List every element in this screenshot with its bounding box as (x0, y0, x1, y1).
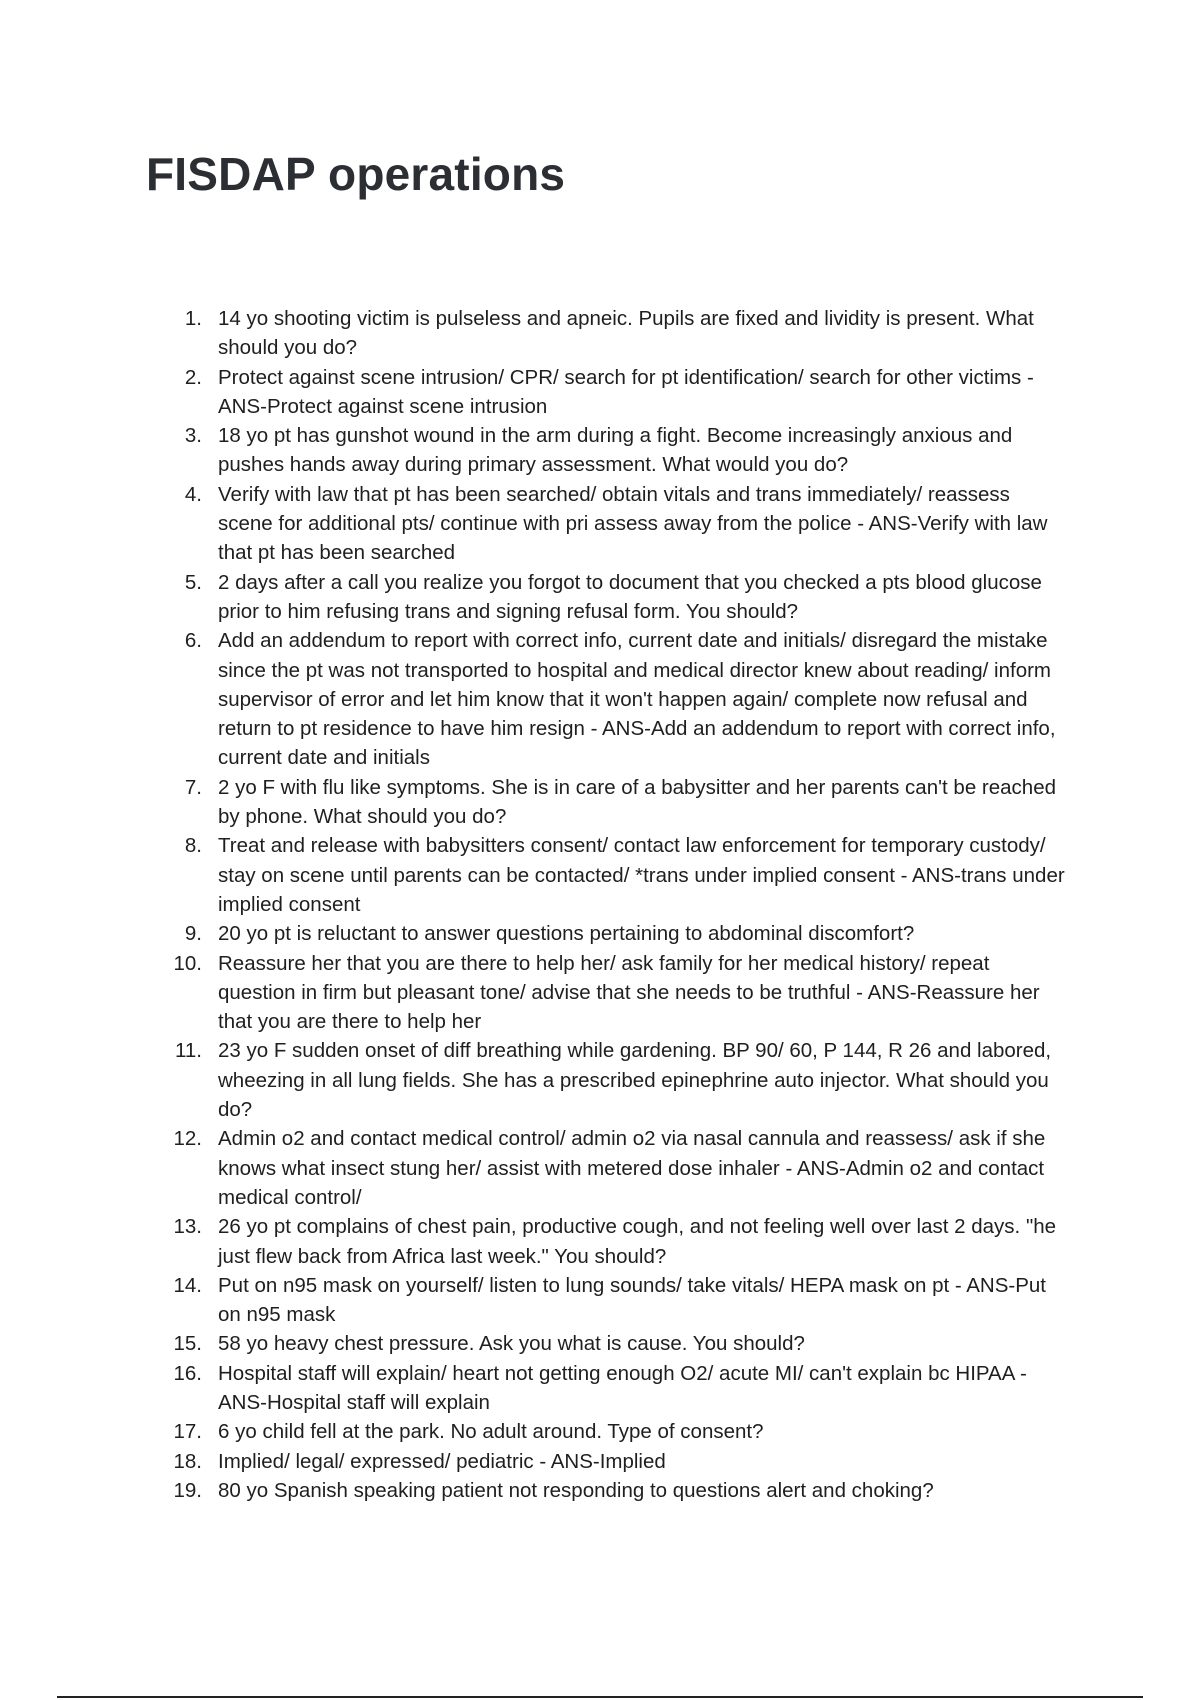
list-item-number: 18. (173, 1449, 202, 1473)
list-item-number: 16. (173, 1361, 202, 1385)
list-item (0, 831, 1068, 919)
list-item-text: 2 days after a call you realize you forgot to document that you checked a pts blood glucose prior to him refusing trans and signing refusal form. You should? (218, 570, 1042, 623)
list-item-number: 4. (184, 482, 202, 506)
list-item-text: 6 yo child fell at the park. No adult around. Type of consent? (218, 1420, 764, 1444)
list-item-text: Reassure her that you are there to help her/ ask family for her medical history/ repeat question in firm but pleasant tone/ advise that she needs to be truthful - ANS-Reassure her that you are there to help her (218, 951, 1040, 1034)
list-item-text: Hospital staff will explain/ heart not getting enough O2/ acute MI/ can't explain bc HIPAA - ANS-Hospital staff will explain (218, 1361, 1027, 1414)
list-item-text: Implied/ legal/ expressed/ pediatric - ANS-Implied (218, 1449, 666, 1473)
list-item-text: 58 yo heavy chest pressure. Ask you what is cause. You should? (218, 1332, 805, 1356)
list-item-number: 10. (173, 951, 202, 975)
list-item (0, 1212, 1068, 1271)
list-item-number: 19. (173, 1478, 202, 1502)
list-item (0, 773, 1068, 832)
list-item (0, 480, 1068, 568)
list-item (0, 626, 1068, 772)
list-item-number: 15. (173, 1332, 202, 1356)
list-item (0, 1447, 1068, 1476)
list-item-text: 14 yo shooting victim is pulseless and apneic. Pupils are fixed and lividity is present. What should you do? (218, 307, 1034, 360)
list-item (0, 1476, 1068, 1505)
list-item (0, 1417, 1068, 1446)
list-item-number: 2. (184, 365, 202, 389)
list-item-number: 14. (173, 1273, 202, 1297)
list-item-text: 2 yo F with flu like symptoms. She is in care of a babysitter and her parents can't be reached by phone. What should you do? (218, 775, 1056, 829)
list-item-number: 17. (173, 1420, 202, 1444)
page-title: FISDAP operations (146, 148, 566, 200)
qa-list (0, 304, 1200, 1505)
list-item-text: Protect against scene intrusion/ CPR/ search for pt identification/ search for other victims - ANS-Protect against scene intrusion (218, 365, 1034, 418)
list-item-text: 80 yo Spanish speaking patient not responding to questions alert and choking? (218, 1478, 934, 1502)
list-item-text: 26 yo pt complains of chest pain, productive cough, and not feeling well over last 2 days. "he just flew back from Africa last week." You should? (218, 1215, 1057, 1268)
list-item-number: 3. (184, 424, 202, 448)
footer-divider (57, 1696, 1143, 1698)
list-item (0, 919, 1068, 948)
list-item (0, 1036, 1068, 1124)
list-item (0, 1359, 1068, 1418)
list-item (0, 1124, 1068, 1212)
list-item-text: 23 yo F sudden onset of diff breathing while gardening. BP 90/ 60, P 144, R 26 and labored, wheezing in all lung fields. She has a prescribed epinephrine auto injector. What should you do? (218, 1039, 1052, 1122)
list-item-text: 20 yo pt is reluctant to answer questions pertaining to abdominal discomfort? (218, 922, 915, 946)
list-item-text: 18 yo pt has gunshot wound in the arm during a fight. Become increasingly anxious and pushes hands away during primary assessment. What would you do? (218, 424, 1013, 477)
list-item-number: 9. (184, 922, 202, 946)
list-item-text: Verify with law that pt has been searched/ obtain vitals and trans immediately/ reassess scene for additional pts/ continue with pri assess away from the police - ANS-Verify with law that pt has been searched (218, 482, 1048, 565)
list-item-text: Put on n95 mask on yourself/ listen to lung sounds/ take vitals/ HEPA mask on pt - ANS-Put on n95 mask (218, 1273, 1047, 1327)
list-item (0, 949, 1068, 1037)
list-item (0, 363, 1068, 422)
list-item-number: 7. (184, 775, 202, 799)
list-item-number: 6. (184, 629, 202, 653)
list-item (0, 1329, 1068, 1358)
list-item-text: Admin o2 and contact medical control/ admin o2 via nasal cannula and reassess/ ask if she knows what insect stung her/ assist with metered dose inhaler - ANS-Admin o2 and contact medical control/ (218, 1127, 1046, 1209)
list-item-number: 13. (173, 1215, 202, 1239)
list-item-number: 11. (175, 1039, 202, 1063)
list-item-number: 8. (184, 834, 202, 858)
list-item-number: 1. (184, 307, 202, 330)
list-item-number: 5. (184, 570, 202, 594)
list-item (0, 304, 1068, 363)
list-item (0, 568, 1068, 627)
list-item-text: Add an addendum to report with correct info, current date and initials/ disregard the mistake since the pt was not transported to hospital and medical director knew about reading/ inform supervisor of error and let him know that it won't happen again/ complete now refusal and return to pt residence to have him resign - ANS-Add an addendum to report with correct info, current date and initials (218, 629, 1056, 770)
list-item (0, 1271, 1068, 1330)
list-item-number: 12. (173, 1127, 202, 1151)
list-item-text: Treat and release with babysitters consent/ contact law enforcement for temporary custody/ stay on scene until parents can be contacted/ *trans under implied consent - ANS-trans under implied consent (218, 834, 1065, 916)
list-item (0, 421, 1068, 480)
